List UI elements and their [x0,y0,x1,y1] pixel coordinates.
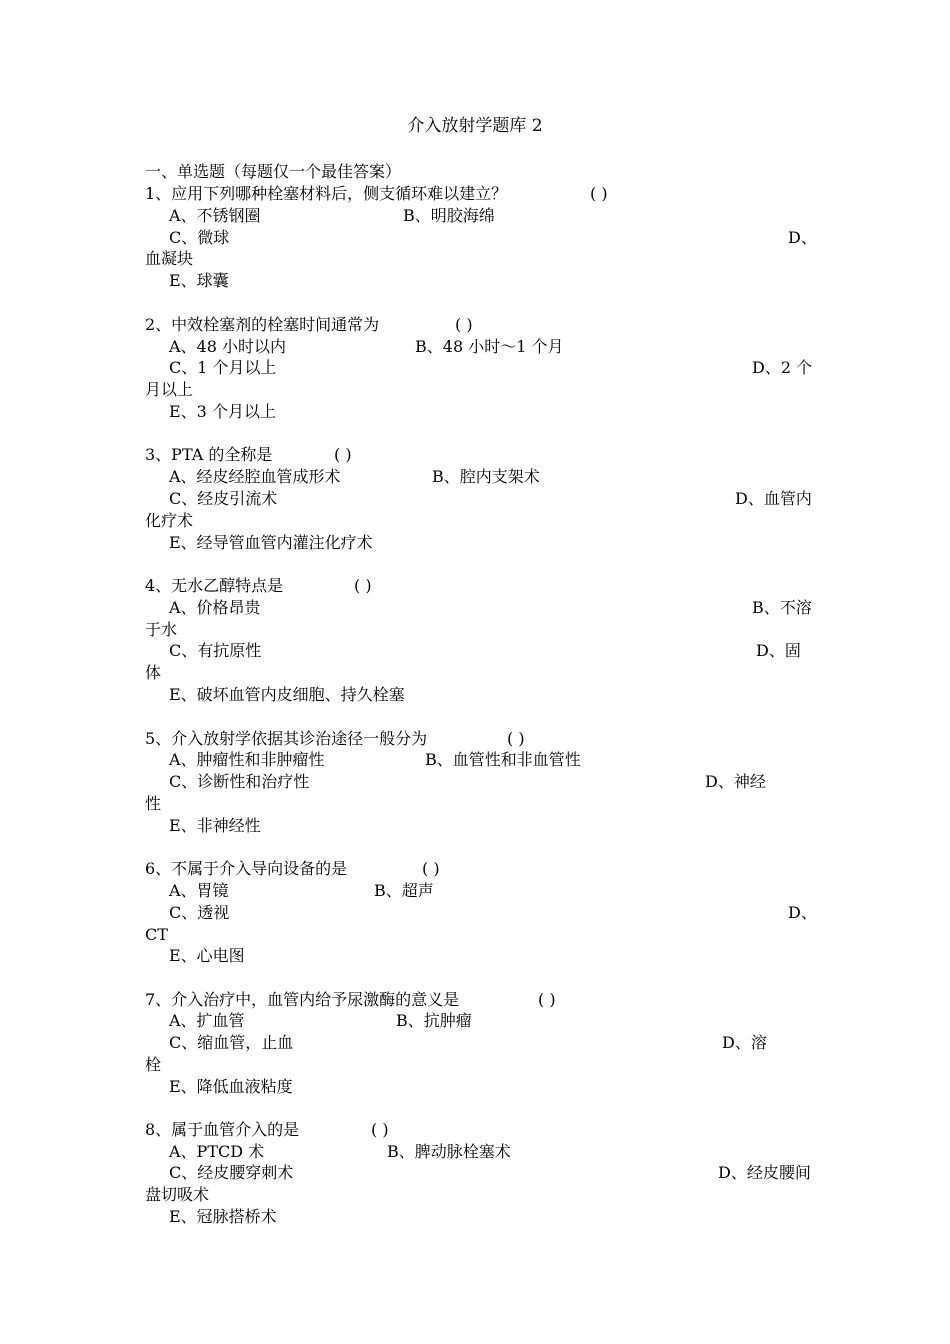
answer-blank: ( ) [455,315,473,334]
question-stem: 6、不属于介入导向设备的是 [145,859,348,878]
option-d: D、神经 [705,772,766,791]
option-d-continued: 体 [145,663,162,682]
option-b: B、明胶海绵 [403,206,495,225]
answer-blank: ( ) [538,990,556,1009]
option-d: D、溶 [722,1033,767,1052]
question-stem: 1、应用下列哪种栓塞材料后，侧支循环难以建立？ [145,184,508,203]
question-stem: 4、无水乙醇特点是 [145,576,284,595]
option-c: C、透视 [169,903,230,922]
option-e: E、非神经性 [169,816,261,835]
option-b: B、超声 [374,881,434,900]
option-d-continued: 月以上 [145,380,194,399]
option-d: D、经皮腰间 [718,1163,811,1182]
option-a: A、胃镜 [169,881,229,900]
option-d-continued: 化疗术 [145,511,194,530]
option-c: C、微球 [169,228,230,247]
option-e: E、球囊 [169,271,229,290]
question-stem: 5、介入放射学依据其诊治途径一般分为 [145,729,428,748]
option-a: A、48 小时以内 [169,337,287,356]
option-e: E、冠脉搭桥术 [169,1207,277,1226]
answer-blank: ( ) [422,859,440,878]
option-b: B、不溶 [752,598,812,617]
option-c: C、有抗原性 [169,641,262,660]
option-b-continued: 于水 [145,620,178,639]
answer-blank: ( ) [354,576,372,595]
option-d: D、 [788,903,817,922]
option-e: E、经导管血管内灌注化疗术 [169,533,373,552]
option-e: E、降低血液粘度 [169,1077,293,1096]
option-a: A、不锈钢圈 [169,206,261,225]
option-d: D、固 [756,641,801,660]
option-c: C、经皮腰穿刺术 [169,1163,294,1182]
answer-blank: ( ) [371,1120,389,1139]
section-heading: 一、单选题（每题仅一个最佳答案） [145,162,402,181]
option-e: E、3 个月以上 [169,402,276,421]
option-a: A、PTCD 术 [169,1142,265,1161]
option-d-continued: 血凝块 [145,249,194,268]
option-a: A、肿瘤性和非肿瘤性 [169,750,325,769]
option-d-continued: CT [145,925,168,944]
option-b: B、脾动脉栓塞术 [387,1142,511,1161]
option-c: C、经皮引流术 [169,489,278,508]
question-stem: 8、属于血管介入的是 [145,1120,300,1139]
answer-blank: ( ) [334,445,352,464]
option-b: B、抗肿瘤 [396,1011,472,1030]
option-d: D、2 个 [752,358,813,377]
option-d-continued: 栓 [145,1055,162,1074]
question-stem: 2、中效栓塞剂的栓塞时间通常为 [145,315,380,334]
answer-blank: ( ) [590,184,608,203]
question-stem: 7、介入治疗中，血管内给予尿激酶的意义是 [145,990,460,1009]
option-e: E、破坏血管内皮细胞、持久栓塞 [169,685,405,704]
option-c: C、1 个月以上 [169,358,277,377]
option-c: C、诊断性和治疗性 [169,772,310,791]
option-d: D、 [788,228,817,247]
question-stem: 3、PTA 的全称是 [145,445,273,464]
option-b: B、腔内支架术 [432,467,540,486]
option-a: A、经皮经腔血管成形术 [169,467,341,486]
answer-blank: ( ) [507,729,525,748]
option-c: C、缩血管，止血 [169,1033,294,1052]
option-a: A、扩血管 [169,1011,245,1030]
option-b: B、血管性和非血管性 [425,750,581,769]
option-d-continued: 盘切吸术 [145,1185,210,1204]
option-a: A、价格昂贵 [169,598,261,617]
option-e: E、心电图 [169,946,245,965]
document-title: 介入放射学题库 2 [407,116,543,136]
option-b: B、48 小时～1 个月 [415,337,564,356]
option-d: D、血管内 [735,489,812,508]
option-d-continued: 性 [145,794,162,813]
